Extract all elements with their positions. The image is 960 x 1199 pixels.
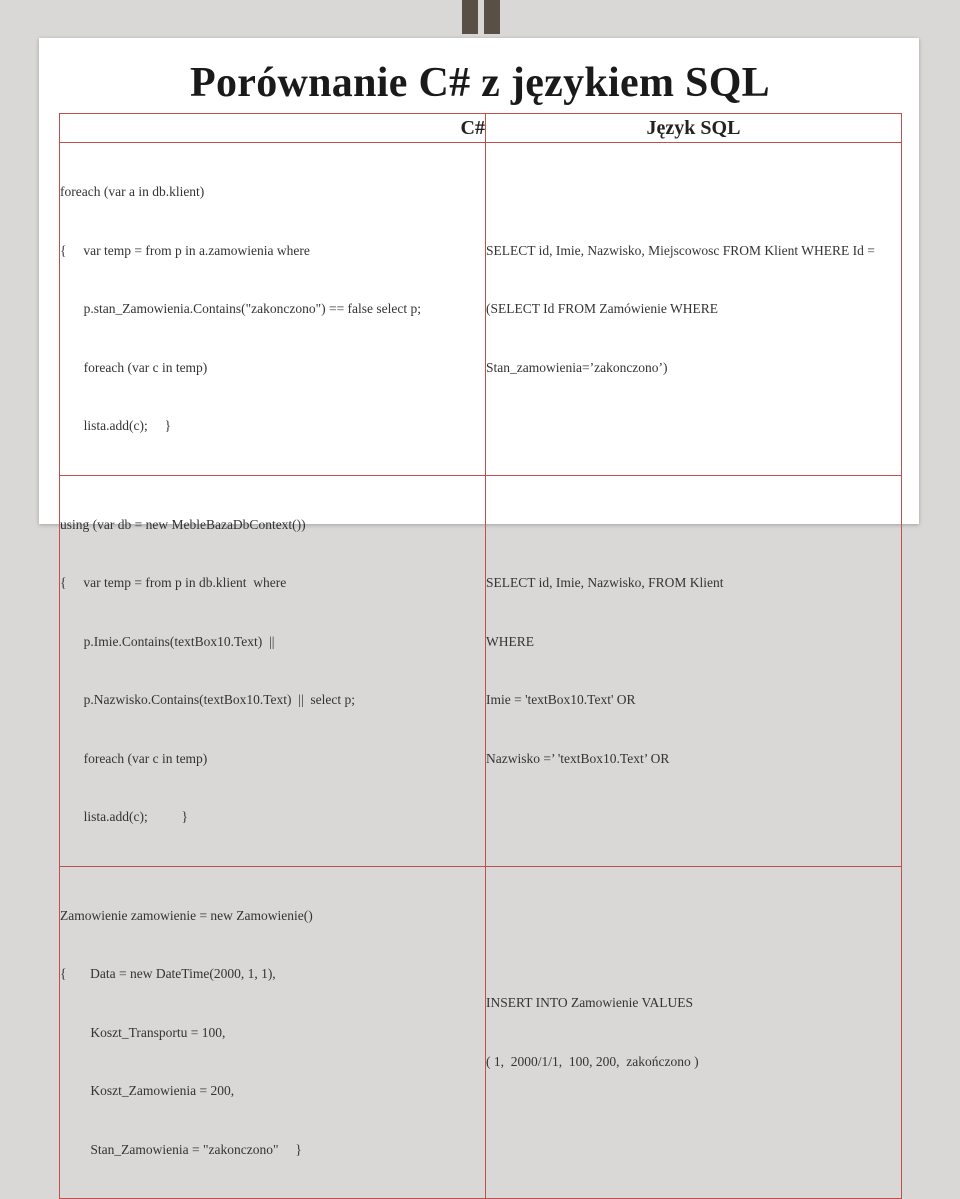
sql-line: ( 1, 2000/1/1, 100, 200, zakończono ) [486,1053,699,1069]
code-line: { var temp = from p in db.klient where [60,575,287,590]
csharp-cell-3 [60,866,486,1199]
sql-cell-3 [486,866,902,1199]
slide-title: Porównanie C# z językiem SQL [190,60,770,106]
header-row [60,114,902,143]
code-line: lista.add(c); } [60,418,172,433]
code-line: using (var db = new MebleBazaDbContext()) [60,516,306,532]
sql-line: INSERT INTO Zamowienie VALUES [486,995,694,1011]
code-line: { Data = new DateTime(2000, 1, 1), [60,966,276,981]
csharp-cell-2 [60,475,486,866]
code-line: foreach (var a in db.klient) [60,184,205,199]
code-line: p.Nazwisko.Contains(textBox10.Text) || select p; [60,692,356,707]
code-line: Koszt_Transportu = 100, [60,1024,226,1040]
table-row [60,866,902,1199]
code-line: p.stan_Zamowienia.Contains("zakonczono") == false select p; [60,301,422,316]
table-row [60,143,902,476]
code-line: foreach (var c in temp) [60,750,208,766]
sql-line: Stan_zamowienia=’zakonczono’) [486,359,668,375]
header-sql: Język SQL [486,114,902,143]
sql-cell-2 [486,475,902,866]
table-row [60,475,902,866]
sql-line: SELECT id, Imie, Nazwisko, Miejscowosc FROM Klient WHERE Id = [486,242,875,258]
csharp-cell-1 [60,143,486,476]
code-line: Zamowienie zamowienie = new Zamowienie() [60,907,313,923]
sql-line: SELECT id, Imie, Nazwisko, FROM Klient [486,575,724,590]
code-line: { var temp = from p in a.zamowienia where [60,242,310,258]
sql-cell-1 [486,143,902,476]
code-line: Stan_Zamowienia = "zakonczono" } [60,1141,302,1157]
sql-line: WHERE [486,633,534,649]
decor-tab-left [462,0,478,34]
code-line: lista.add(c); } [60,809,188,824]
code-line: foreach (var c in temp) [60,359,208,375]
sql-line: Nazwisko =’ 'textBox10.Text’ OR [486,750,670,766]
sql-line: Imie = 'textBox10.Text' OR [486,692,636,707]
decor-tab-right [484,0,500,34]
code-line: p.Imie.Contains(textBox10.Text) || [60,633,275,649]
sql-line: (SELECT Id FROM Zamówienie WHERE [486,301,718,316]
header-csharp: C# [60,114,486,143]
code-line: Koszt_Zamowienia = 200, [60,1083,235,1098]
comparison-table [59,113,902,1199]
